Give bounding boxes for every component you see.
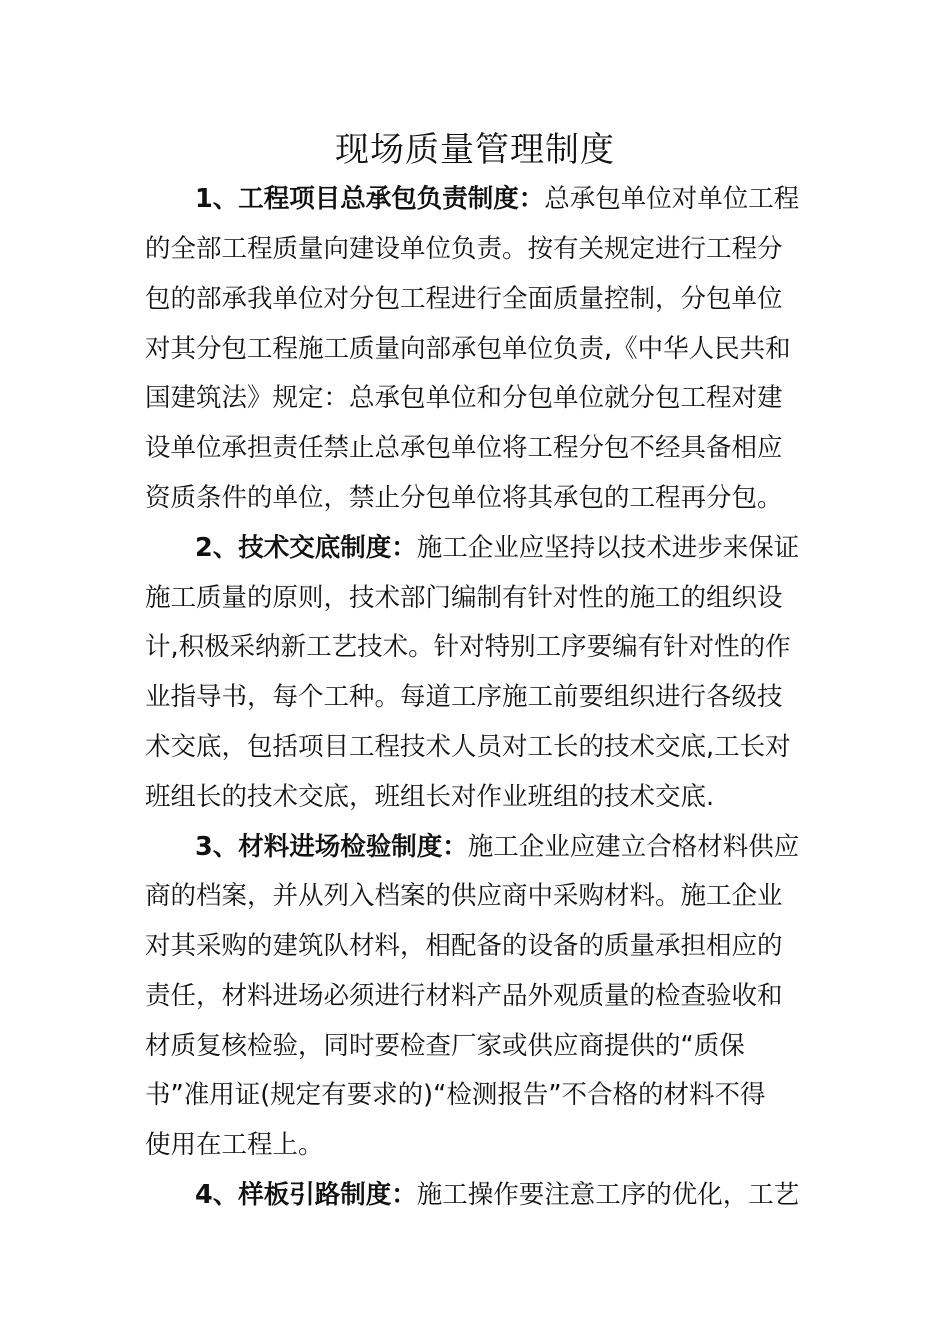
section-4-first-line <box>195 1177 799 1213</box>
section-2-line: 班组长的技术交底，班组长对作业班组的技术交底. <box>145 782 715 812</box>
section-4-text: 施工操作要注意工序的优化，工艺 <box>416 1180 800 1210</box>
section-3-line: 材质复核检验，同时要检查厂家或供应商提供的“质保 <box>145 1031 745 1061</box>
section-1-text: 总承包单位对单位工程 <box>544 184 800 214</box>
section-2-line: 施工质量的原则，技术部门编制有针对性的施工的组织设 <box>145 583 783 613</box>
section-3-line: 书”准用证(规定有要求的)“检测报告”不合格的材料不得 <box>145 1080 766 1110</box>
section-2-line: 业指导书，每个工种。每道工序施工前要组织进行各级技 <box>145 682 783 712</box>
section-3-heading: 3、材料进场检验制度： <box>195 832 468 862</box>
section-4-heading: 4、样板引路制度： <box>195 1180 417 1210</box>
section-3-line: 对其采购的建筑队材料，相配备的设备的质量承担相应的 <box>145 931 783 961</box>
section-2-first-line <box>195 530 799 566</box>
section-2-line: 术交底，包括项目工程技术人员对工长的技术交底,工长对 <box>145 732 791 762</box>
section-2-text: 施工企业应坚持以技术进步来保证 <box>416 533 800 563</box>
section-1-line: 包的部承我单位对分包工程进行全面质量控制，分包单位 <box>145 284 783 314</box>
section-1-line: 的全部工程质量向建设单位负责。按有关规定进行工程分 <box>145 234 783 264</box>
document-title: 现场质量管理制度 <box>335 130 615 170</box>
section-3-line: 使用在工程上。 <box>145 1130 324 1160</box>
section-2-heading: 2、技术交底制度： <box>195 533 417 563</box>
section-1-line: 资质条件的单位，禁止分包单位将其承包的工程再分包。 <box>145 483 783 513</box>
section-3-first-line <box>195 829 799 865</box>
section-3-line: 商的档案，并从列入档案的供应商中采购材料。施工企业 <box>145 881 783 911</box>
section-1-line: 国建筑法》规定：总承包单位和分包单位就分包工程对建 <box>145 383 783 413</box>
section-1-line: 设单位承担责任禁止总承包单位将工程分包不经具备相应 <box>145 433 783 463</box>
section-1-line: 对其分包工程施工质量向部承包单位负责,《中华人民共和 <box>145 334 791 364</box>
section-3-text: 施工企业应建立合格材料供应 <box>467 832 800 862</box>
section-2-line: 计,积极采纳新工艺技术。针对特别工序要编有针对性的作 <box>145 632 791 662</box>
section-3-line: 责任，材料进场必须进行材料产品外观质量的检查验收和 <box>145 981 783 1011</box>
section-1-heading: 1、工程项目总承包负责制度： <box>195 184 545 214</box>
section-1-first-line <box>195 181 799 217</box>
